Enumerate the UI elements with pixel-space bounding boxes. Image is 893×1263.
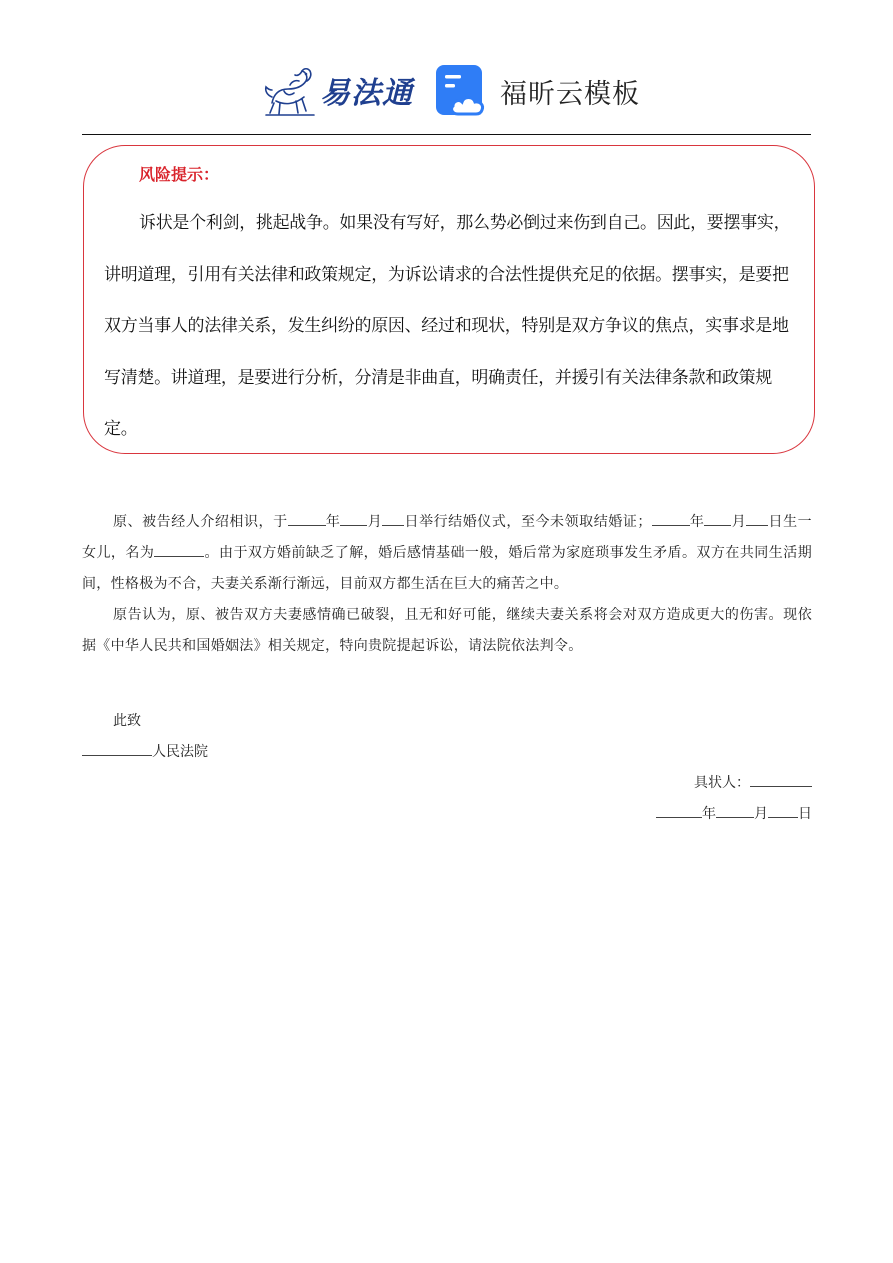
qilin-logo-icon (262, 63, 318, 117)
risk-warning-box (83, 145, 815, 454)
text-segment: 月 (367, 514, 383, 530)
text-segment: 日生一女儿，名为 (82, 514, 812, 561)
salutation: 此致 (113, 713, 141, 729)
blank-daughter-name (154, 542, 204, 557)
complaint-body (82, 507, 812, 662)
text-segment: 年 (325, 514, 341, 530)
yifatong-name: 易法通 (320, 76, 413, 111)
foxit-cloud-template-name: 福昕云模板 (500, 78, 640, 110)
header-logos (0, 58, 893, 124)
blank-year (656, 803, 702, 818)
cloud-document-icon (436, 65, 488, 117)
blank-year (288, 511, 326, 526)
claim-paragraph: 原告认为，原、被告双方夫妻感情确已破裂，且无和好可能，继续夫妻关系将会对双方造成更大的伤害。现依据《中华人民共和国婚姻法》相关规定，特向贵院提起诉讼，请法院依法判令。 (82, 607, 812, 654)
header-divider (82, 134, 811, 135)
text-segment: 原、被告经人介绍相识，于 (113, 514, 288, 530)
text-segment: 。由于双方婚前缺乏了解，婚后感情基础一般，婚后常为家庭琐事发生矛盾。双方在共同生活期间，性格极为不合，夫妻关系渐行渐远，目前双方都生活在巨大的痛苦之中。 (82, 545, 812, 592)
court-line (82, 737, 812, 768)
text-segment: 日举行结婚仪式，至今未领取结婚证； (404, 514, 652, 530)
date-day-label: 日 (798, 806, 812, 822)
foxit-cloud-template-brand (436, 64, 640, 118)
date-month-label: 月 (754, 806, 768, 822)
court-suffix: 人民法院 (152, 744, 208, 760)
blank-day (382, 511, 404, 526)
signer-label: 具状人： (694, 775, 750, 791)
signer-line (82, 768, 812, 799)
blank-signer (750, 772, 812, 787)
blank-month (704, 511, 731, 526)
date-line (82, 799, 812, 830)
risk-warning-title: 风险提示： (139, 165, 220, 184)
text-segment: 年 (689, 514, 705, 530)
complaint-closing (82, 706, 812, 830)
blank-court-name (82, 741, 152, 756)
blank-day (768, 803, 798, 818)
text-segment: 月 (731, 514, 747, 530)
date-year-label: 年 (702, 806, 716, 822)
blank-day (746, 511, 768, 526)
blank-month (716, 803, 754, 818)
yifatong-brand (262, 62, 413, 118)
blank-year (652, 511, 690, 526)
blank-month (340, 511, 367, 526)
facts-paragraph (82, 507, 812, 600)
risk-warning-text: 诉状是个利剑，挑起战争。如果没有写好，那么势必倒过来伤到自己。因此，要摆事实，讲明道理，引用有关法律和政策规定，为诉讼请求的合法性提供充足的依据。摆事实，是要把双方当事人的法律关系，发生纠纷的原因、经过和现状，特别是双方争议的焦点，实事求是地写清楚。讲道理，是要进行分析，分清是非曲直，明确责任，并援引有关法律条款和政策规定。 (104, 213, 791, 439)
